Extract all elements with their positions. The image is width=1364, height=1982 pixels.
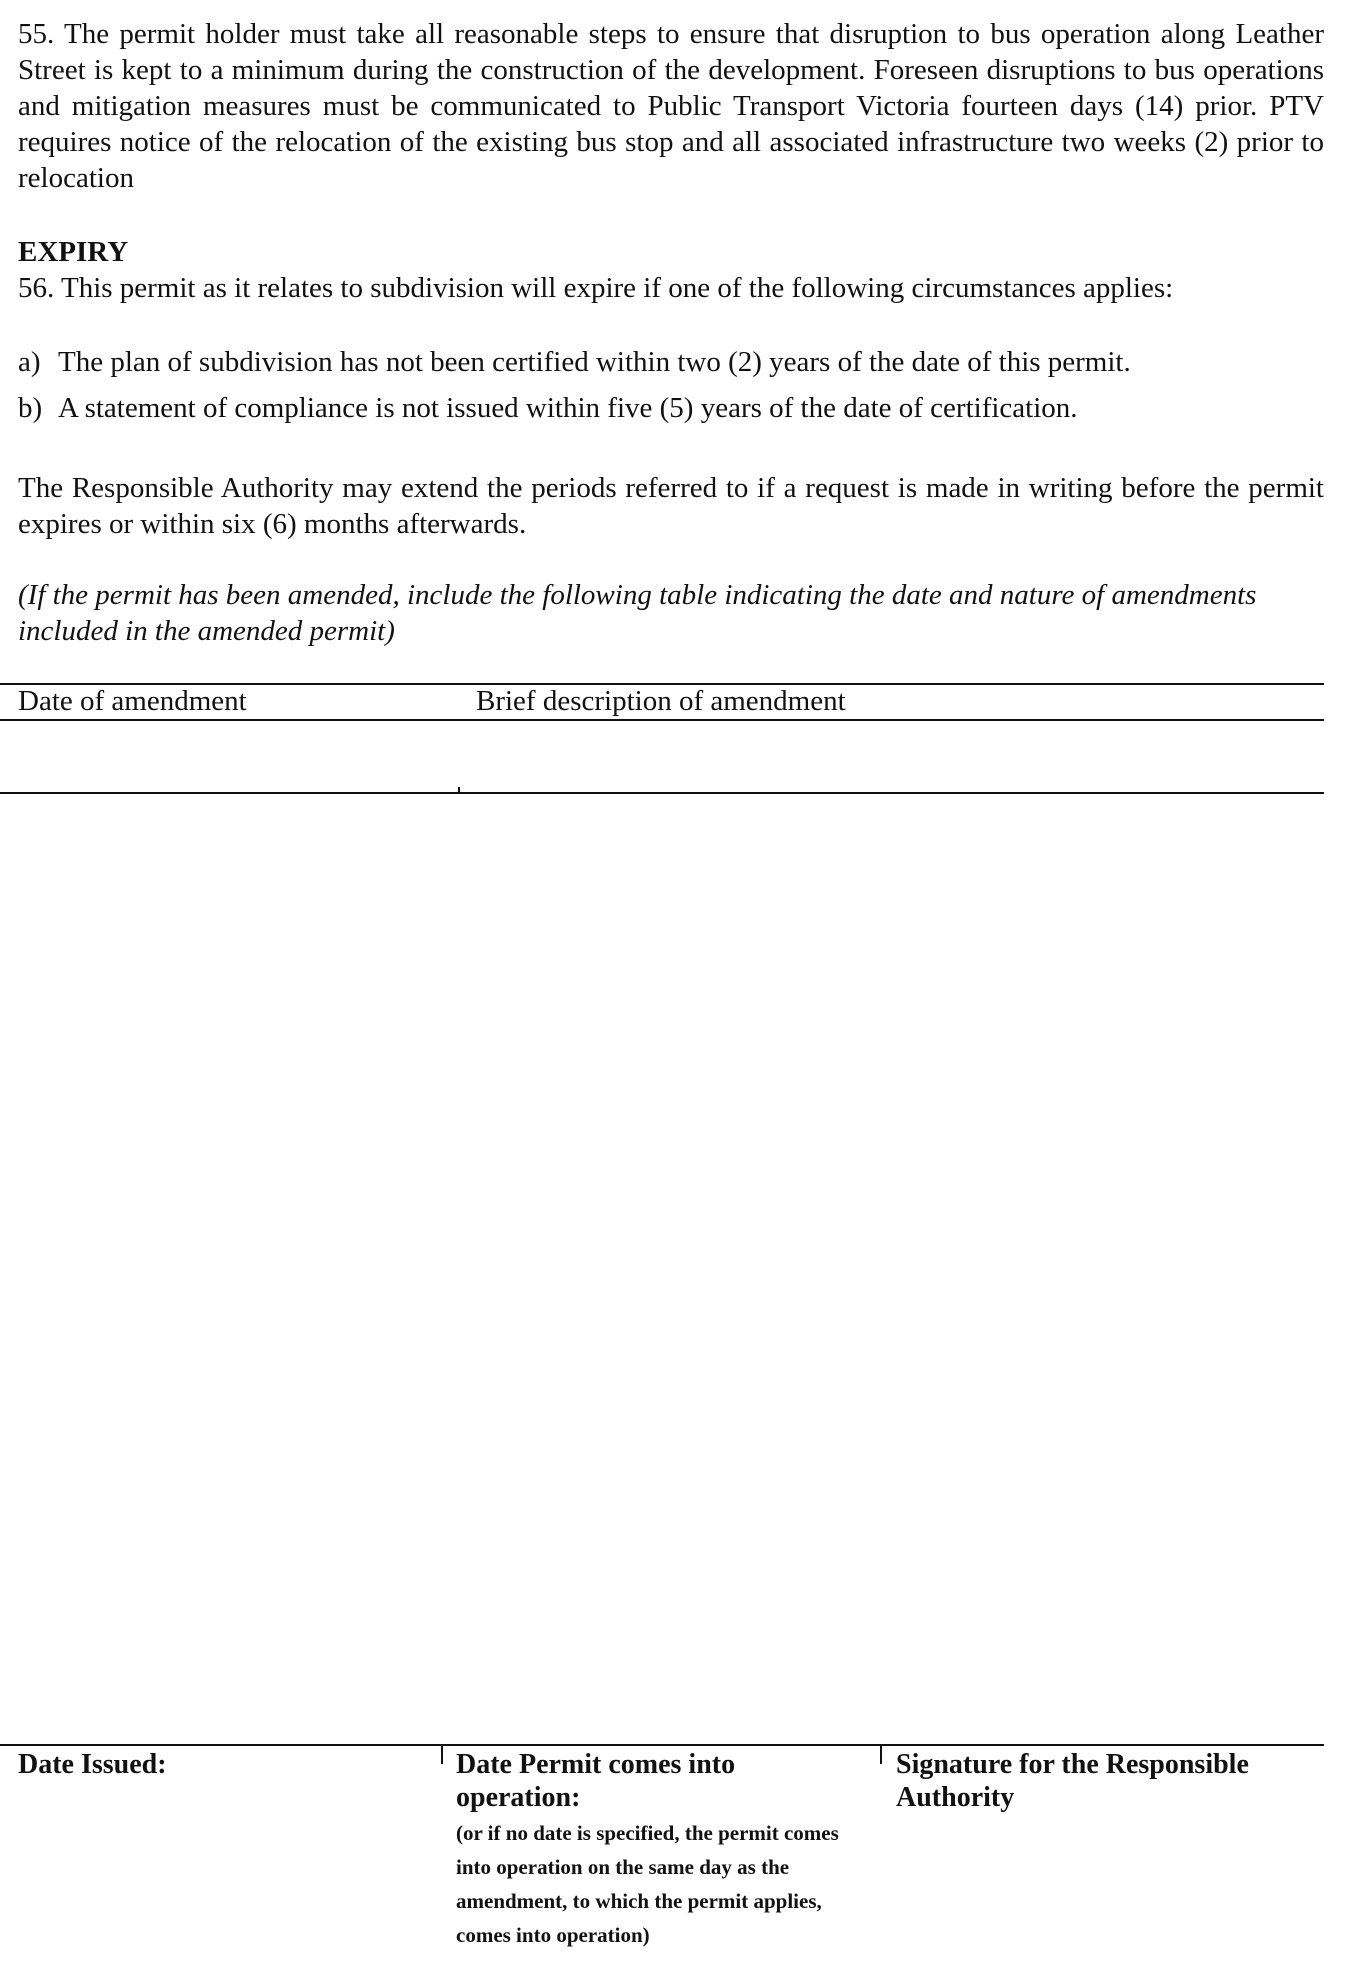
operation-date-label: Date Permit comes into operation: — [456, 1749, 736, 1813]
amendment-note: (If the permit has been amended, include the following table indicating the date and nature of amendments included in the amended permit) — [18, 579, 1257, 647]
list-item — [18, 390, 1078, 426]
signature-label: Signature for the Responsible Authority — [896, 1749, 1249, 1813]
list-item-text: The plan of subdivision has not been certified within two (2) years of the date of this permit. — [58, 346, 1131, 378]
list-item — [18, 344, 1131, 380]
footer-divider — [441, 1744, 443, 1764]
list-marker: a) — [18, 346, 41, 378]
operation-date-note: (or if no date is specified, the permit comes into operation on the same day as the amendment, to which the permit applies, comes into operation) — [456, 1821, 839, 1947]
list-marker: b) — [18, 392, 43, 424]
extension-paragraph: The Responsible Authority may extend the periods referred to if a request is made in writing before the permit expires or within six (6) months afterwards. — [18, 472, 1324, 540]
list-item-text: A statement of compliance is not issued within five (5) years of the date of certification. — [58, 392, 1078, 424]
condition-55: 55. The permit holder must take all reasonable steps to ensure that disruption to bus operation along Leather Street is kept to a minimum during the construction of the development. Foreseen disruptions to bus operations and mitigation measures must be communicated to Public Transport Victoria fourteen days (14) prior. PTV requires notice of the relocation of the existing bus stop and all associated infrastructure two weeks (2) prior to relocation — [18, 18, 1324, 194]
footer-top-rule — [0, 1744, 1324, 1746]
condition-56: 56. This permit as it relates to subdivision will expire if one of the following circumstances applies: — [18, 272, 1174, 304]
column-header-description: Brief description of amendment — [476, 685, 846, 717]
date-issued-label: Date Issued: — [18, 1749, 167, 1780]
expiry-heading: EXPIRY — [18, 236, 129, 268]
operation-date-block — [456, 1748, 866, 1952]
table-bottom-rule — [0, 792, 1324, 794]
table-header-rule — [0, 719, 1324, 721]
footer-divider — [880, 1744, 882, 1764]
column-header-date: Date of amendment — [18, 685, 247, 717]
